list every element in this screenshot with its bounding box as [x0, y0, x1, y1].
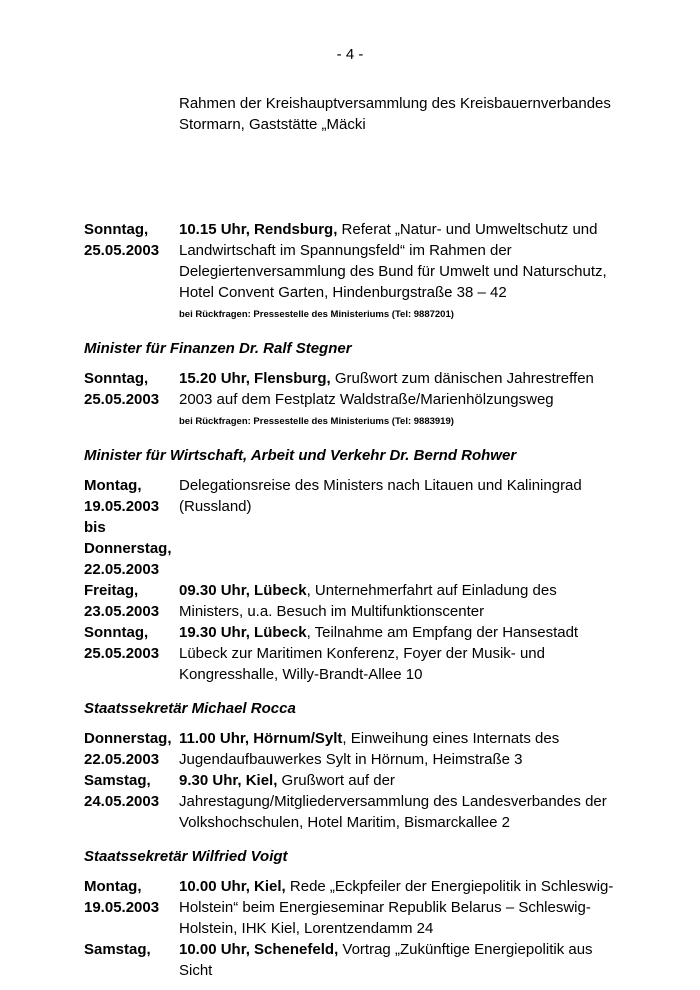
- date-line: 25.05.2003: [84, 242, 160, 259]
- entry-text: , Teilnahme am Empfang der Hansestadt Lübeck zur Maritimen Konferenz, Foyer der Musik- und Kongresshalle, Willy-Brandt-Allee 10: [179, 624, 579, 683]
- schedule-entry: [84, 770, 624, 833]
- date-line: Montag,: [84, 477, 142, 494]
- entry-description: [179, 622, 619, 685]
- entry-description: [179, 876, 619, 939]
- date-line: Sonntag,: [84, 221, 149, 238]
- section-heading: Minister für Finanzen Dr. Ralf Stegner: [84, 340, 352, 357]
- schedule-entry: [84, 728, 624, 770]
- entry-text: , Unternehmerfahrt auf Einladung des Ministers, u.a. Besuch im Multifunktionscenter: [179, 582, 557, 620]
- entry-date: [84, 770, 179, 833]
- date-line: Samstag,: [84, 941, 151, 958]
- entry-description: [179, 770, 619, 833]
- date-line: Sonntag,: [84, 370, 149, 387]
- date-line: Montag,: [84, 878, 142, 895]
- entry-text: Grußwort auf der Jahrestagung/Mitgliederversammlung des Landesverbandes der Volkshochschulen, Hotel Maritim, Bismarckallee 2: [179, 772, 607, 831]
- entry-time-place: 11.00 Uhr, Hörnum/Sylt: [179, 730, 343, 747]
- schedule-entry: [84, 475, 624, 580]
- schedule-entry: [84, 622, 624, 685]
- entry-date: [84, 219, 179, 325]
- page-number: - 4 -: [336, 46, 364, 63]
- entry-time-place: 10.15 Uhr, Rendsburg,: [179, 221, 338, 238]
- entry-text: Vortrag „Zukünftige Energiepolitik aus Sicht: [179, 941, 593, 979]
- entry-date: [84, 728, 179, 770]
- entry-date: [84, 580, 179, 622]
- entry-time-place: 09.30 Uhr, Lübeck: [179, 582, 307, 599]
- date-line: Donnerstag,: [84, 730, 172, 747]
- entry-description: [179, 219, 619, 325]
- date-line: bis: [84, 519, 106, 536]
- entry-text: Referat „Natur- und Umweltschutz und Landwirtschaft im Spannungsfeld“ im Rahmen der Delegiertenversammlung des Bund für Umwelt und Naturschutz, Hotel Convent Garten, Hindenburgstraße 38 – 42: [179, 221, 607, 301]
- entry-time-place: 10.00 Uhr, Schenefeld,: [179, 941, 339, 958]
- schedule-entry: [84, 368, 624, 432]
- date-line: 22.05.2003: [84, 751, 160, 768]
- entry-time-place: 10.00 Uhr, Kiel,: [179, 878, 286, 895]
- date-line: 23.05.2003: [84, 603, 160, 620]
- schedule-content: [84, 219, 624, 981]
- entry-time-place: 19.30 Uhr, Lübeck: [179, 624, 307, 641]
- date-line: 19.05.2003: [84, 899, 160, 916]
- press-contact-note: bei Rückfragen: Pressestelle des Ministeriums (Tel: 9883919): [179, 416, 454, 427]
- section-heading: Staatssekretär Wilfried Voigt: [84, 848, 288, 865]
- entry-date: [84, 939, 179, 981]
- date-line: Samstag,: [84, 772, 151, 789]
- entry-text: Rede „Eckpfeiler der Energiepolitik in Schleswig-Holstein“ beim Energieseminar Republik Belarus – Schleswig-Holstein, IHK Kiel, Lorentzendamm 24: [179, 878, 614, 937]
- entry-date: [84, 622, 179, 685]
- entry-text: Delegationsreise des Ministers nach Litauen und Kaliningrad (Russland): [179, 477, 582, 515]
- entry-description: [179, 728, 619, 770]
- date-line: Donnerstag,: [84, 540, 172, 557]
- entry-description: [179, 475, 619, 580]
- schedule-entry: [84, 219, 624, 325]
- entry-text: Grußwort zum dänischen Jahrestreffen 2003 auf dem Festplatz Waldstraße/Marienhölzungsweg: [179, 370, 594, 408]
- schedule-entry: [84, 939, 624, 981]
- section-heading: Minister für Wirtschaft, Arbeit und Verkehr Dr. Bernd Rohwer: [84, 447, 517, 464]
- entry-description: [179, 368, 619, 432]
- continuation-text: Rahmen der Kreishauptversammlung des Kreisbauernverbandes Stormarn, Gaststätte „Mäcki: [179, 95, 611, 133]
- date-line: 24.05.2003: [84, 793, 160, 810]
- date-line: Freitag,: [84, 582, 139, 599]
- date-line: 25.05.2003: [84, 645, 160, 662]
- entry-description: [179, 580, 619, 622]
- section-heading: Staatssekretär Michael Rocca: [84, 700, 296, 717]
- date-line: 19.05.2003: [84, 498, 160, 515]
- entry-description: [179, 939, 619, 981]
- entry-date: [84, 876, 179, 939]
- date-line: 22.05.2003: [84, 561, 160, 578]
- press-contact-note: bei Rückfragen: Pressestelle des Ministeriums (Tel: 9887201): [179, 309, 454, 320]
- date-line: 25.05.2003: [84, 391, 160, 408]
- entry-date: [84, 368, 179, 432]
- date-line: Sonntag,: [84, 624, 149, 641]
- entry-text: , Einweihung eines Internats des Jugendaufbauwerkes Sylt in Hörnum, Heimstraße 3: [179, 730, 560, 768]
- entry-date: [84, 475, 179, 580]
- schedule-entry: [84, 876, 624, 939]
- schedule-entry: [84, 580, 624, 622]
- entry-time-place: 9.30 Uhr, Kiel,: [179, 772, 278, 789]
- entry-time-place: 15.20 Uhr, Flensburg,: [179, 370, 331, 387]
